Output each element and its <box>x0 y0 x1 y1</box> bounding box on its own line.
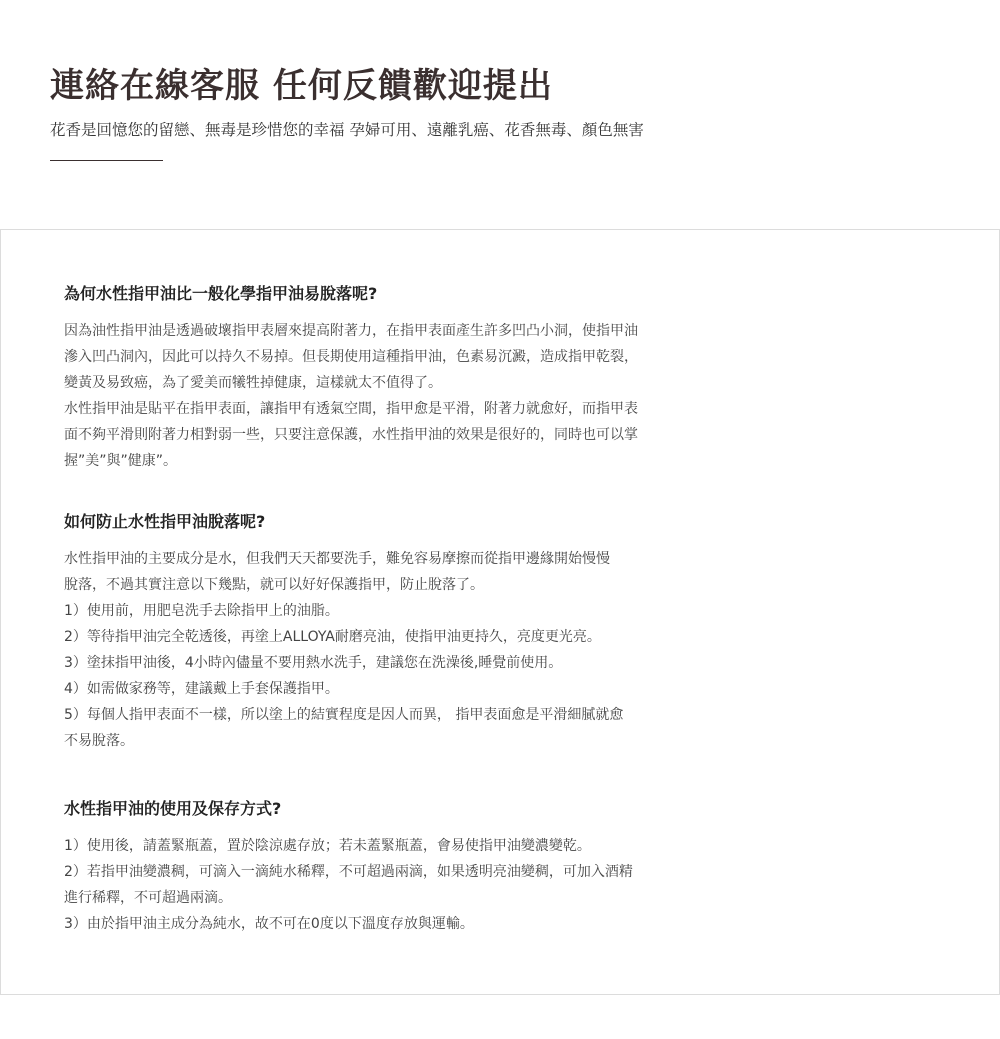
body-line: 滲入凹凸洞內，因此可以持久不易掉。但長期使用這種指甲油，色素易沉澱，造成指甲乾裂， <box>64 349 638 365</box>
body-line: 面不夠平滑則附著力相對弱一些，只要注意保護，水性指甲油的效果是很好的，同時也可以掌 <box>64 427 638 443</box>
faq-section-peeling-reason <box>64 282 744 474</box>
section-heading: 水性指甲油的使用及保存方式? <box>64 799 282 818</box>
list-item: 5）每個人指甲表面不一樣，所以塗上的結實程度是因人而異， 指甲表面愈是平滑細膩就愈 <box>64 707 624 723</box>
list-item: 1）使用後，請蓋緊瓶蓋，置於陰涼處存放；若未蓋緊瓶蓋，會易使指甲油變濃變乾。 <box>64 838 591 854</box>
body-line: 不易脫落。 <box>64 733 134 749</box>
section-body <box>64 833 744 937</box>
body-line: 水性指甲油是貼平在指甲表面，讓指甲有透氣空間，指甲愈是平滑，附著力就愈好，而指甲表 <box>64 401 638 417</box>
faq-panel <box>0 229 1000 995</box>
body-line: 脫落，不過其實注意以下幾點，就可以好好保護指甲，防止脫落了。 <box>64 577 484 593</box>
list-item: 2）若指甲油變濃稠，可滴入一滴純水稀釋，不可超過兩滴，如果透明亮油變稠，可加入酒精 <box>64 864 633 880</box>
section-heading: 為何水性指甲油比一般化學指甲油易脫落呢? <box>64 284 378 303</box>
body-line: 變黃及易致癌，為了愛美而犧牲掉健康，這樣就太不值得了。 <box>64 375 442 391</box>
page-title: 連絡在線客服 任何反饋歡迎提出 <box>50 66 553 106</box>
faq-section-prevent-peeling <box>64 510 744 754</box>
section-body <box>64 546 744 754</box>
body-line: 因為油性指甲油是透過破壞指甲表層來提高附著力，在指甲表面產生許多凹凸小洞，使指甲油 <box>64 323 638 339</box>
page-subtitle: 花香是回憶您的留戀、無毒是珍惜您的幸福 孕婦可用、遠離乳癌、花香無毒、顏色無害 <box>50 121 644 139</box>
list-item: 3）由於指甲油主成分為純水，故不可在0度以下溫度存放與運輸。 <box>64 916 474 932</box>
list-item: 1）使用前，用肥皂洗手去除指甲上的油脂。 <box>64 603 339 619</box>
section-body <box>64 318 744 474</box>
section-heading: 如何防止水性指甲油脫落呢? <box>64 512 266 531</box>
body-line: 水性指甲油的主要成分是水，但我們天天都要洗手，難免容易摩擦而從指甲邊緣開始慢慢 <box>64 551 610 567</box>
body-line: 握”美”與”健康”。 <box>64 453 178 469</box>
body-line: 進行稀釋，不可超過兩滴。 <box>64 890 232 906</box>
list-item: 2）等待指甲油完全乾透後，再塗上ALLOYA耐磨亮油，使指甲油更持久，亮度更光亮。 <box>64 629 601 645</box>
faq-section-usage-storage <box>64 797 744 937</box>
list-item: 3）塗抹指甲油後，4小時內儘量不要用熱水洗手，建議您在洗澡後,睡覺前使用。 <box>64 655 563 671</box>
list-item: 4）如需做家務等，建議戴上手套保護指甲。 <box>64 681 339 697</box>
page-header <box>50 62 950 142</box>
title-divider <box>50 160 163 161</box>
